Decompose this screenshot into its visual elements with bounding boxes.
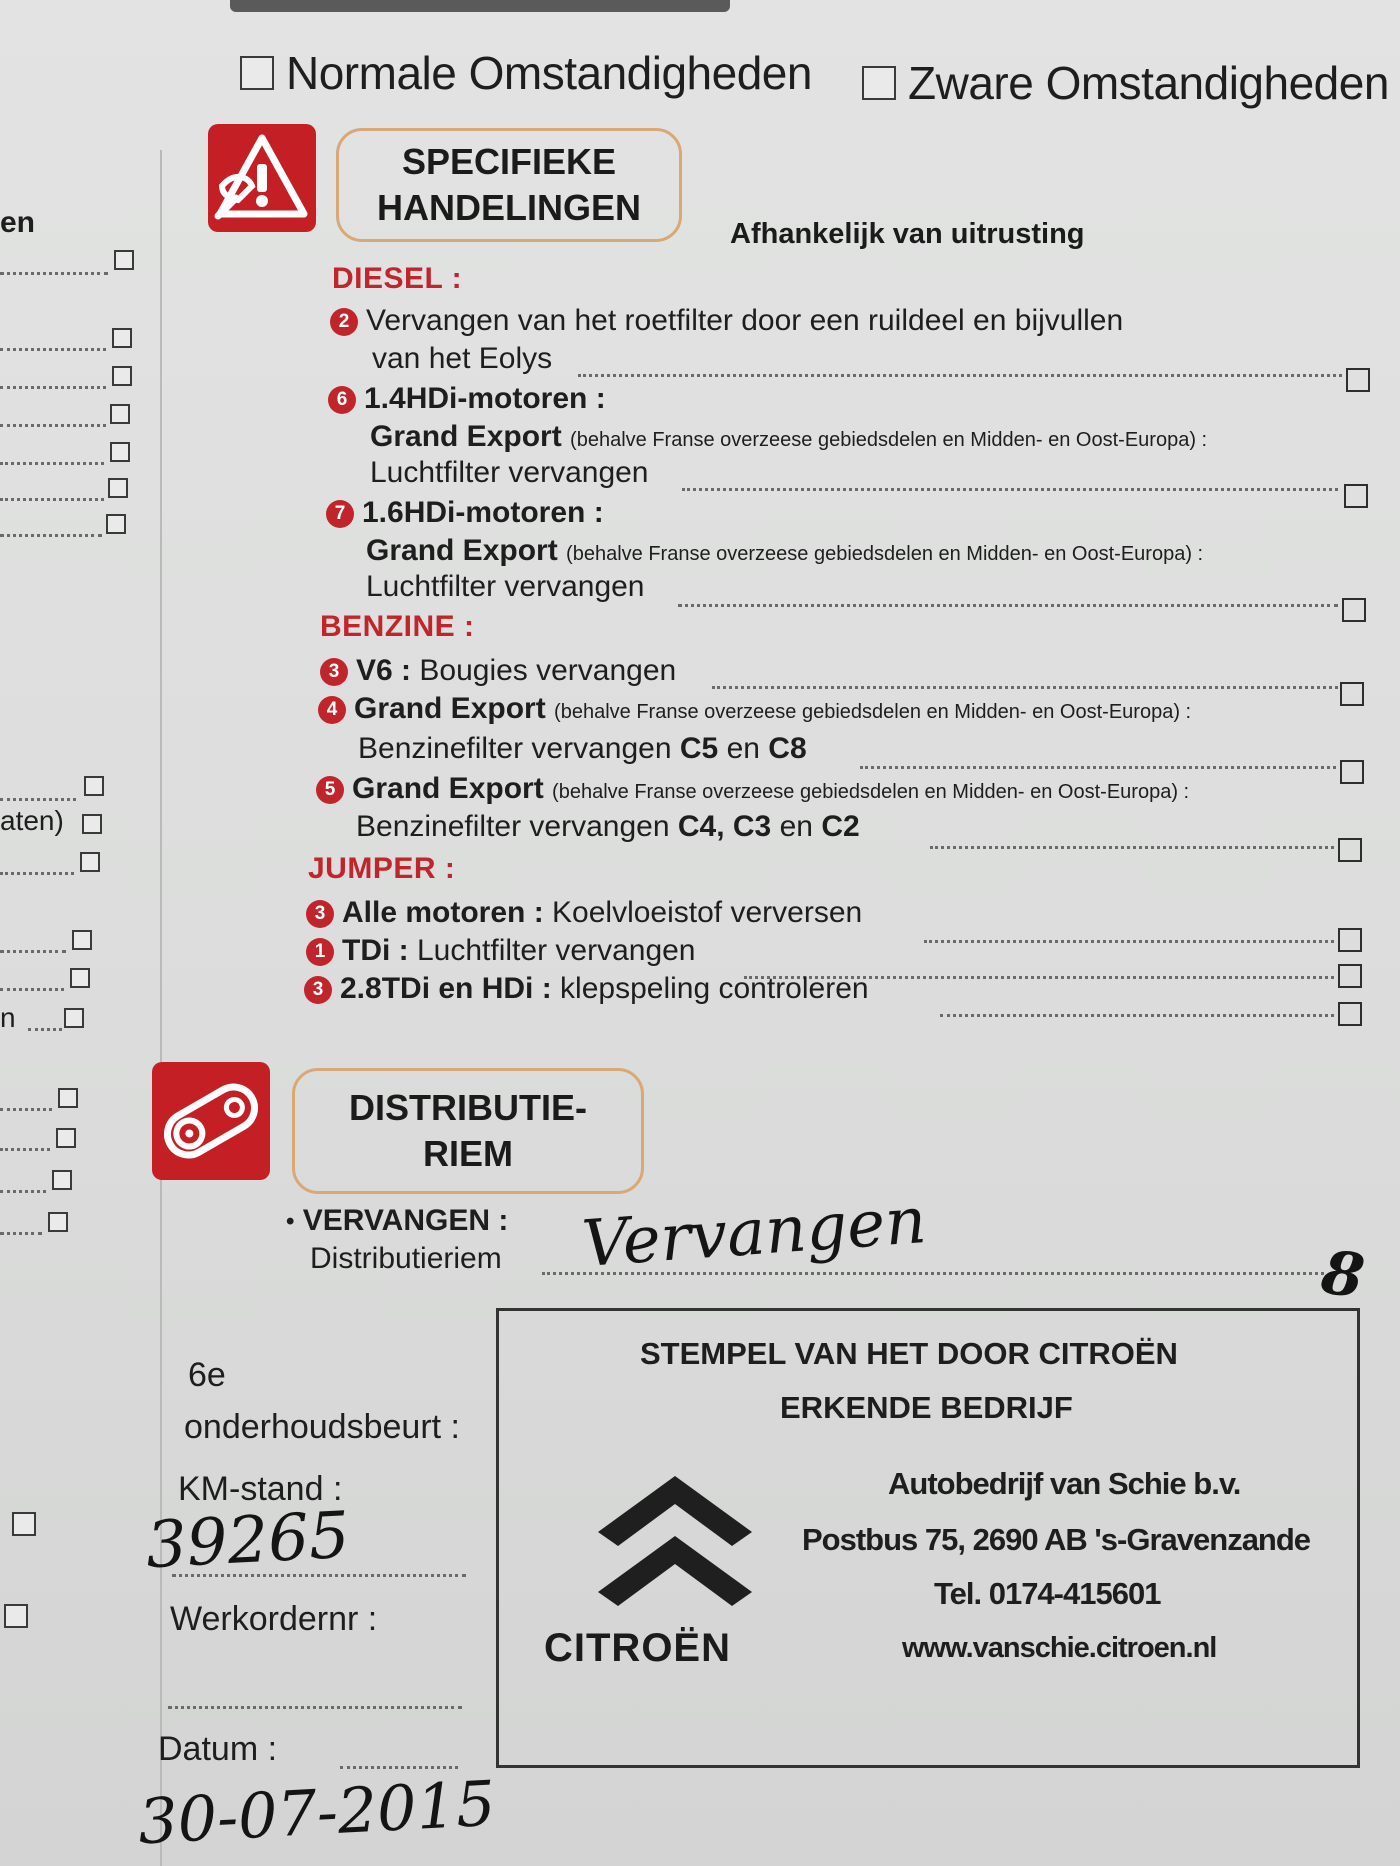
- jumper-item-1: [306, 896, 862, 930]
- diesel-item-1-text: Vervangen van het roetfilter door een ruildeel en bijvullen: [366, 304, 1124, 337]
- left-dots: [0, 950, 66, 953]
- section-diesel: DIESEL :: [332, 262, 463, 295]
- service-label: onderhoudsbeurt :: [184, 1408, 460, 1446]
- jumper-item-2-bold: TDi :: [342, 934, 409, 967]
- belt-replace-text: VERVANGEN :: [302, 1204, 509, 1237]
- benzine-item-1: [320, 654, 676, 688]
- order-label: Werkordernr :: [170, 1600, 378, 1638]
- diesel-item-3-title: 1.6HDi-motoren :: [362, 496, 604, 529]
- diesel-item-2-title: 1.4HDi-motoren :: [364, 382, 606, 415]
- stamp-address: Postbus 75, 2690 AB 's-Gravenzande: [802, 1522, 1311, 1557]
- service-number: 6e: [188, 1356, 226, 1394]
- specific-operations-title: [336, 128, 682, 242]
- left-dots: [0, 462, 104, 465]
- left-dots: [0, 988, 64, 991]
- jumper-item-3-bold: 2.8TDi en HDi :: [340, 972, 552, 1005]
- left-checkbox[interactable]: [110, 404, 130, 424]
- km-dotted-line: [172, 1574, 466, 1577]
- condition-normal[interactable]: [240, 46, 812, 100]
- left-checkbox[interactable]: [72, 930, 92, 950]
- left-fragment-en: en: [0, 206, 36, 239]
- order-dotted-line: [168, 1706, 462, 1709]
- left-checkbox[interactable]: [70, 968, 90, 988]
- grand-export-label: Grand Export: [354, 692, 546, 725]
- dotted-leader: [712, 686, 1338, 689]
- item-number-badge: 3: [306, 900, 334, 928]
- left-checkbox[interactable]: [56, 1128, 76, 1148]
- export-note: (behalve Franse overzeese gebiedsdelen en Midden- en Oost-Europa) :: [570, 429, 1208, 451]
- specific-title-line2: HANDELINGEN: [376, 187, 641, 228]
- benzine-item-3-and: en: [779, 810, 813, 843]
- item-number-badge: 3: [304, 976, 332, 1004]
- left-dots: [0, 534, 102, 537]
- benzine-item-3-action: [356, 810, 860, 844]
- condition-heavy-checkbox[interactable]: [862, 66, 896, 100]
- left-checkbox[interactable]: [82, 814, 102, 834]
- jumper-item-1-text: Koelvloeistof verversen: [552, 896, 863, 929]
- belt-title-line1: DISTRIBUTIE-: [349, 1087, 587, 1128]
- left-checkbox[interactable]: [110, 442, 130, 462]
- dotted-leader: [678, 604, 1338, 607]
- belt-item-label: Distributieriem: [310, 1242, 502, 1275]
- km-value[interactable]: 39265: [144, 1498, 352, 1584]
- stamp-phone: Tel. 0174-415601: [934, 1576, 1161, 1611]
- left-checkbox[interactable]: [112, 366, 132, 386]
- left-checkbox[interactable]: [58, 1088, 78, 1108]
- section-benzine: BENZINE :: [320, 610, 475, 643]
- benzine-item-2-models2: C8: [768, 732, 807, 765]
- benzine-item-2-checkbox[interactable]: [1340, 760, 1364, 784]
- export-note: (behalve Franse overzeese gebiedsdelen en Midden- en Oost-Europa) :: [566, 543, 1204, 565]
- benzine-item-1-bold: V6 :: [356, 654, 412, 687]
- stamp-company: Autobedrijf van Schie b.v.: [888, 1466, 1241, 1501]
- jumper-item-3-checkbox[interactable]: [1338, 1002, 1362, 1026]
- dotted-leader: [682, 488, 1338, 491]
- benzine-item-3-models2: C2: [821, 810, 860, 843]
- stamp-title-line1: STEMPEL VAN HET DOOR CITROËN: [640, 1336, 1178, 1371]
- belt-replace-label: • VERVANGEN :: [286, 1204, 509, 1237]
- belt-title-line2: RIEM: [423, 1133, 513, 1174]
- left-dots: [0, 424, 106, 427]
- timing-belt-icon: [152, 1062, 270, 1180]
- left-dots: [0, 272, 108, 275]
- diesel-item-1-checkbox[interactable]: [1346, 368, 1370, 392]
- jumper-item-2-text: Luchtfilter vervangen: [417, 934, 696, 967]
- left-checkbox[interactable]: [114, 250, 134, 270]
- left-dots: [0, 798, 76, 801]
- benzine-item-2: [318, 692, 1191, 729]
- citroen-chevron-icon: [590, 1462, 760, 1622]
- grand-export-label: Grand Export: [366, 534, 558, 567]
- diesel-item-3-checkbox[interactable]: [1342, 598, 1366, 622]
- dotted-leader: [940, 1014, 1334, 1017]
- top-band: [230, 0, 730, 12]
- date-label: Datum :: [158, 1730, 278, 1768]
- diesel-item-2: [328, 382, 606, 416]
- left-dots: [0, 1108, 52, 1111]
- left-checkbox[interactable]: [52, 1170, 72, 1190]
- left-dots: [28, 1028, 62, 1031]
- item-number-badge: 7: [326, 500, 354, 528]
- benzine-item-3-models: C4, C3: [677, 810, 772, 843]
- left-dots: [0, 872, 74, 875]
- diesel-item-3-export: [366, 534, 1203, 571]
- left-dots: [0, 386, 106, 389]
- dotted-leader: [860, 766, 1336, 769]
- diesel-item-2-action: Luchtfilter vervangen: [370, 456, 649, 489]
- citroen-brand-text: CITROËN: [544, 1626, 731, 1670]
- benzine-item-1-text: Bougies vervangen: [419, 654, 677, 687]
- left-checkbox[interactable]: [106, 514, 126, 534]
- left-dots: [0, 498, 104, 501]
- benzine-item-3-checkbox[interactable]: [1338, 838, 1362, 862]
- item-number-badge: 5: [316, 776, 344, 804]
- handwritten-replaced: Vervangen: [579, 1184, 929, 1282]
- diesel-item-2-checkbox[interactable]: [1344, 484, 1368, 508]
- item-number-badge: 6: [328, 386, 356, 414]
- benzine-item-2-and: en: [726, 732, 760, 765]
- grand-export-label: Grand Export: [352, 772, 544, 805]
- item-number-badge: 1: [306, 938, 334, 966]
- specific-subtitle: Afhankelijk van uitrusting: [730, 218, 1085, 250]
- left-checkbox[interactable]: [64, 1008, 84, 1028]
- benzine-item-3: [316, 772, 1189, 809]
- dotted-leader: [924, 940, 1334, 943]
- benzine-item-3-action-text: Benzinefilter vervangen: [356, 810, 670, 843]
- left-dots: [0, 348, 106, 351]
- grand-export-label: Grand Export: [370, 420, 562, 453]
- left-checkbox[interactable]: [80, 852, 100, 872]
- left-checkbox[interactable]: [112, 328, 132, 348]
- left-dots: [0, 1190, 46, 1193]
- condition-heavy[interactable]: [862, 56, 1389, 110]
- section-jumper: JUMPER :: [308, 852, 456, 885]
- handwritten-initial: 8: [1317, 1237, 1369, 1313]
- left-checkbox[interactable]: [84, 776, 104, 796]
- condition-normal-label: Normale Omstandigheden: [286, 47, 812, 99]
- benzine-item-1-checkbox[interactable]: [1340, 682, 1364, 706]
- jumper-item-3-text: klepspeling controleren: [560, 972, 869, 1005]
- dotted-leader: [578, 374, 1342, 377]
- diesel-item-1: [330, 304, 1123, 338]
- item-number-badge: 4: [318, 696, 346, 724]
- left-checkbox[interactable]: [12, 1512, 36, 1536]
- diesel-item-3-action: Luchtfilter vervangen: [366, 570, 645, 603]
- wrench-warning-icon: [208, 124, 316, 232]
- jumper-item-1-bold: Alle motoren :: [342, 896, 544, 929]
- benzine-item-2-action-text: Benzinefilter vervangen: [358, 732, 672, 765]
- timing-belt-title: [292, 1068, 644, 1194]
- jumper-item-1-checkbox[interactable]: [1338, 928, 1362, 952]
- date-value[interactable]: 30-07-2015: [136, 1766, 498, 1859]
- km-label: KM-stand :: [178, 1470, 343, 1508]
- benzine-item-2-models: C5: [679, 732, 719, 765]
- item-number-badge: 3: [320, 658, 348, 686]
- benzine-item-2-action: [358, 732, 807, 766]
- diesel-item-1-text2: van het Eolys: [372, 342, 553, 375]
- left-checkbox[interactable]: [48, 1212, 68, 1232]
- stamp-title-line2: ERKENDE BEDRIJF: [780, 1390, 1073, 1425]
- left-dots: [0, 1232, 42, 1235]
- jumper-item-3: [304, 972, 869, 1006]
- item-number-badge: 2: [330, 308, 358, 336]
- left-checkbox[interactable]: [4, 1604, 28, 1628]
- jumper-item-2: [306, 934, 696, 968]
- condition-normal-checkbox[interactable]: [240, 56, 274, 90]
- export-note: (behalve Franse overzeese gebiedsdelen en Midden- en Oost-Europa) :: [554, 701, 1192, 723]
- left-dots: [0, 1148, 50, 1151]
- jumper-item-2-checkbox[interactable]: [1338, 964, 1362, 988]
- left-fragment-aten: aten): [0, 805, 64, 836]
- stamp-web: www.vanschie.citroen.nl: [902, 1632, 1217, 1664]
- dotted-leader: [930, 846, 1334, 849]
- condition-heavy-label: Zware Omstandigheden: [908, 57, 1389, 109]
- specific-title-line1: SPECIFIEKE: [401, 141, 617, 182]
- diesel-item-2-export: [370, 420, 1207, 457]
- export-note: (behalve Franse overzeese gebiedsdelen en Midden- en Oost-Europa) :: [552, 781, 1190, 803]
- left-checkbox[interactable]: [108, 478, 128, 498]
- diesel-item-3: [326, 496, 604, 530]
- left-fragment-n: n: [0, 1002, 16, 1033]
